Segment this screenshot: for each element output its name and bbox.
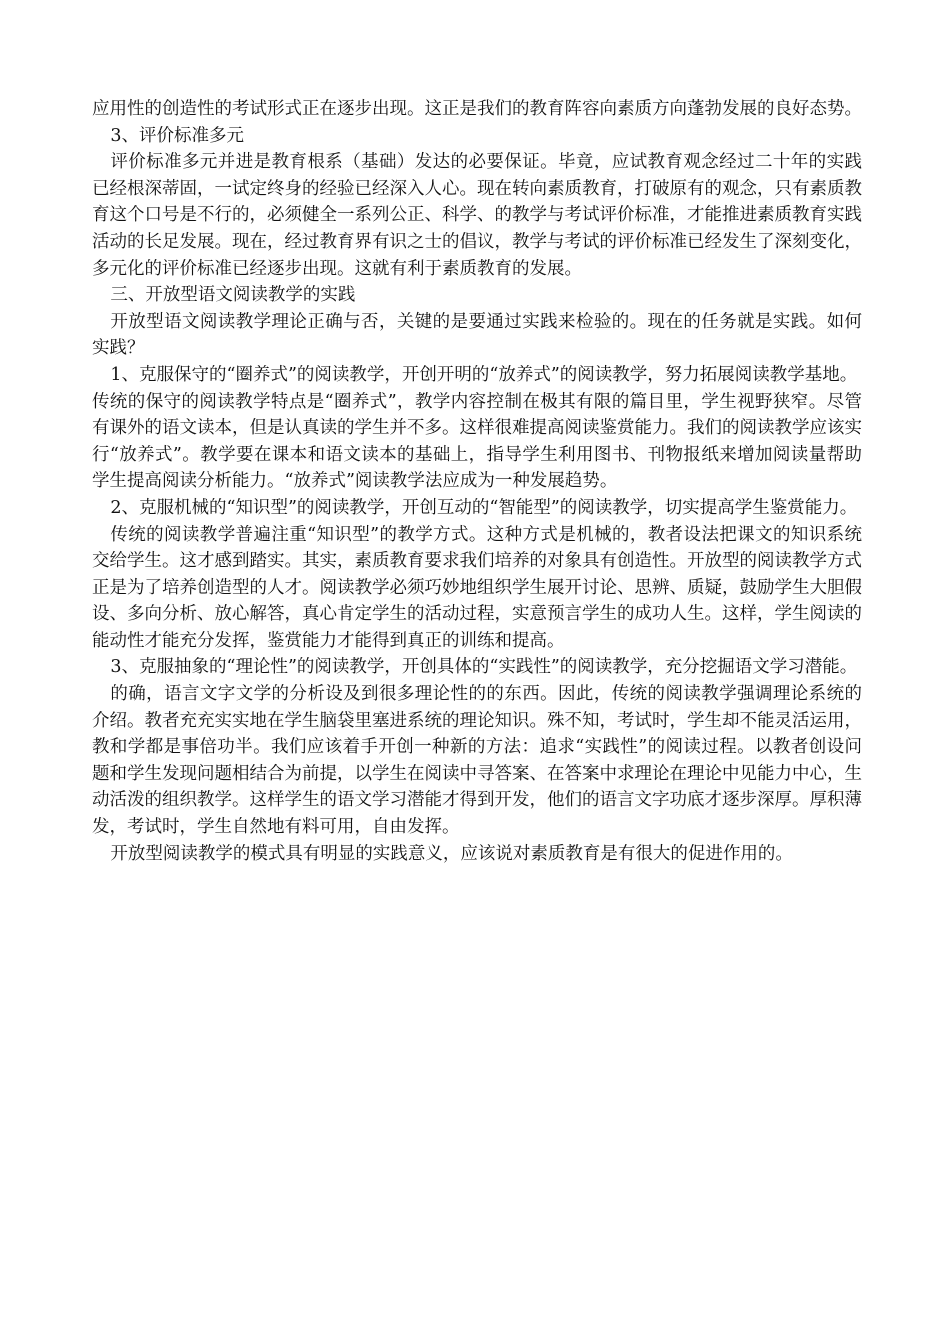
paragraph-conclusion: 开放型阅读教学的模式具有明显的实践意义，应该说对素质教育是有很大的促进作用的。 (110, 843, 793, 864)
document-body (92, 96, 862, 867)
subheading-point-1: 1、克服保守的“圈养式”的阅读教学，开创开明的“放养式”的阅读教学，努力拓展阅读教学基地。 (110, 364, 858, 385)
paragraph-practice-intro: 开放型语文阅读教学理论正确与否，关键的是要通过实践来检验的。现在的任务就是实践。如何实践？ (92, 311, 862, 359)
subheading-point-3: 3、克服抽象的“理论性”的阅读教学，开创具体的“实践性”的阅读教学，充分挖掘语文学习潜能。 (110, 657, 858, 678)
paragraph-point-3: 的确，语言文字文学的分析设及到很多理论性的的东西。因此，传统的阅读教学强调理论系统的介绍。教者充充实实地在学生脑袋里塞进系统的理论知识。殊不知，考试时，学生却不能灵活运用，教和学都是事倍功半。我们应该着手开创一种新的方法：追求“实践性”的阅读过程。以教者创设问题和学生发现问题相结合为前提，以学生在阅读中寻答案、在答案中求理论在理论中见能力中心，生动活泼的组织教学。这样学生的语文学习潜能才得到开发，他们的语言文字功底才逐步深厚。厚积薄发，考试时，学生自然地有料可用，自由发挥。 (92, 684, 862, 838)
subheading-evaluation-standards: 3、评价标准多元 (110, 125, 245, 146)
paragraph-point-2: 传统的阅读教学普遍注重“知识型”的教学方式。这种方式是机械的，教者设法把课文的知识系统交给学生。这才感到踏实。其实，素质教育要求我们培养的对象具有创造性。开放型的阅读教学方式正是为了培养创造型的人才。阅读教学必须巧妙地组织学生展开讨论、思辨、质疑，鼓励学生大胆假设、多向分析、放心解答，真心肯定学生的活动过程，实意预言学生的成功人生。这样，学生阅读的能动性才能充分发挥，鉴赏能力才能得到真正的训练和提高。 (92, 524, 862, 651)
paragraph-point-1: 传统的保守的阅读教学特点是“圈养式”，教学内容控制在极其有限的篇目里，学生视野狭窄。尽管有课外的语文读本，但是认真读的学生并不多。这样很难提高阅读鉴赏能力。我们的阅读教学应该实行“放养式”。教学要在课本和语文读本的基础上，指导学生利用图书、刊物报纸来增加阅读量帮助学生提高阅读分析能力。“放养式”阅读教学法应成为一种发展趋势。 (92, 391, 862, 492)
paragraph-continuation: 应用性的创造性的考试形式正在逐步出现。这正是我们的教育阵容向素质方向蓬勃发展的良好态势。 (92, 99, 862, 119)
subheading-point-2: 2、克服机械的“知识型”的阅读教学，开创互动的“智能型”的阅读教学，切实提高学生鉴赏能力。 (110, 497, 858, 518)
section-heading-practice: 三、开放型语文阅读教学的实践 (110, 285, 356, 306)
paragraph-evaluation-standards: 评价标准多元并进是教育根系（基础）发达的必要保证。毕竟，应试教育观念经过二十年的实践已经根深蒂固，一试定终身的经验已经深入人心。现在转向素质教育，打破原有的观念，只有素质教育这个口号是不行的，必须健全一系列公正、科学、的教学与考试评价标准，才能推进素质教育实践活动的长足发展。现在，经过教育界有识之士的倡议，教学与考试的评价标准已经发生了深刻变化，多元化的评价标准已经逐步出现。这就有利于素质教育的发展。 (92, 152, 862, 279)
